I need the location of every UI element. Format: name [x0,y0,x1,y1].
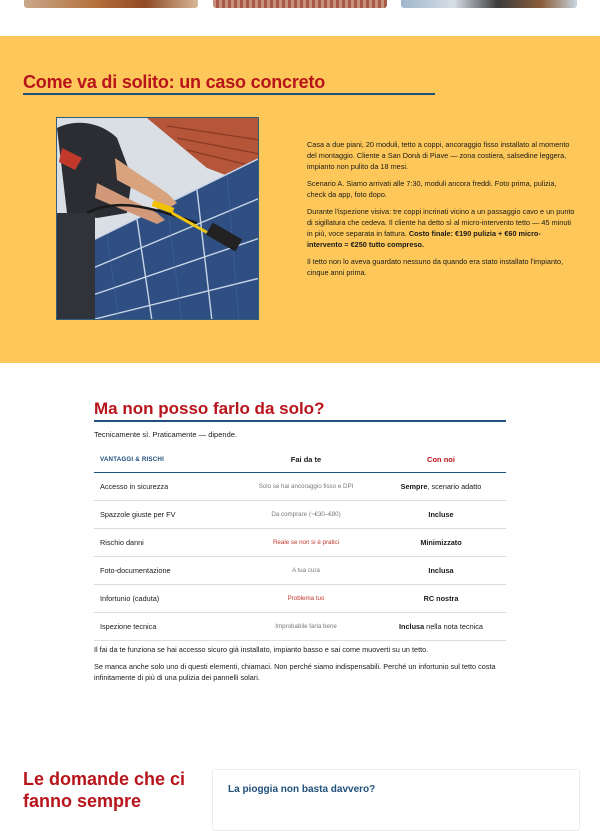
gallery-photo-house[interactable] [401,0,577,8]
case-paragraph: Il tetto non lo aveva guardato nessuno da quando era stato installato l'impianto, cinque anni prima. [307,257,564,277]
row-label: Accesso in sicurezza [94,473,236,501]
row-label: Spazzole giuste per FV [94,501,236,529]
with-us-value [376,613,506,641]
gallery-strip [0,0,600,36]
with-us-value-bold: Inclusa [399,622,425,631]
diy-value: Improbabile farla bene [236,613,376,641]
with-us-value [376,585,506,613]
worker-cleaning-panels-photo [56,117,259,320]
case-paragraph: Scenario A. Siamo arrivati alle 7:30, moduli ancora freddi. Foto prima, pulizia, check da app, foto dopo. [307,179,557,199]
with-us-value [376,501,506,529]
table-row [94,473,506,501]
case-paragraph [307,206,575,250]
row-label: Rischio danni [94,529,236,557]
table-row [94,585,506,613]
with-us-value [376,529,506,557]
with-us-value-bold: Minimizzato [420,538,462,547]
diy-value: Problema tuo [236,585,376,613]
comparison-subtitle: Tecnicamente sì. Praticamente — dipende. [94,430,237,439]
case-study-section [0,36,600,363]
faq-question[interactable]: La pioggia non basta davvero? [228,784,376,795]
photo-illustration [57,118,259,320]
header-with-us: Con noi [376,446,506,473]
header-pros-cons: VANTAGGI & RISCHI [94,446,236,473]
with-us-value-bold: Inclusa [428,566,454,575]
table-row [94,501,506,529]
diy-value: Da comprare (~€30–€80) [236,501,376,529]
comparison-notes [94,644,506,689]
table-header-row [94,446,506,473]
table-row [94,613,506,641]
with-us-value-bold: Incluse [428,510,454,519]
gallery-photo-roof[interactable] [24,0,198,8]
diy-value: A tua cura [236,557,376,585]
with-us-value-bold: RC nostra [423,594,459,603]
faq-item[interactable] [212,769,580,831]
title-underline [23,93,435,95]
diy-value: Solo se hai ancoraggio fisso e DPI [236,473,376,501]
title-underline [94,420,506,422]
with-us-value [376,473,506,501]
case-study-title: Come va di solito: un caso concreto [23,72,326,92]
with-us-value-rest: nella nota tecnica [424,622,483,631]
gallery-photo-tiles[interactable] [213,0,387,8]
row-label: Infortunio (caduta) [94,585,236,613]
with-us-value-bold: Sempre [400,482,428,491]
table-row [94,529,506,557]
header-diy: Fai da te [236,446,376,473]
final-cost: Costo finale: €190 pulizia + €60 micro-intervento = €250 tutto compreso. [307,229,541,249]
with-us-value [376,557,506,585]
with-us-value-rest: , scenario adatto [427,482,482,491]
diy-value: Reale se non si è pratici [236,529,376,557]
faq-title: Le domande che ci fanno sempre [23,769,186,811]
comparison-table [94,446,506,641]
case-study-text [307,139,575,284]
note-paragraph: Se manca anche solo uno di questi elementi, chiamaci. Non perché siamo indispensabili. Perché un infortunio sul tetto costa infinitamente di più di una pulizia dei pannelli solari. [94,662,496,682]
case-paragraph-text: Durante l'ispezione visiva: tre coppi incrinati vicino a un passaggio cavo e un punto di sigillatura che cedeva. Il cliente ha detto sì al micro-intervento tetto — 45 minuti in più, voce separata in fattura. [307,207,575,238]
note-paragraph: Il fai da te funziona se hai accesso sicuro già installato, impianto basso e sai come muoverti su un tetto. [94,645,429,654]
table-row [94,557,506,585]
comparison-title: Ma non posso farlo da solo? [94,399,325,418]
row-label: Ispezione tecnica [94,613,236,641]
case-paragraph: Casa a due piani, 20 moduli, tetto a coppi, ancoraggio fisso installato al momento del montaggio. Cliente a San Donà di Piave — zona costiera, salsedine leggera, impianto non pulito da 18 mesi. [307,140,570,171]
row-label: Foto-documentazione [94,557,236,585]
